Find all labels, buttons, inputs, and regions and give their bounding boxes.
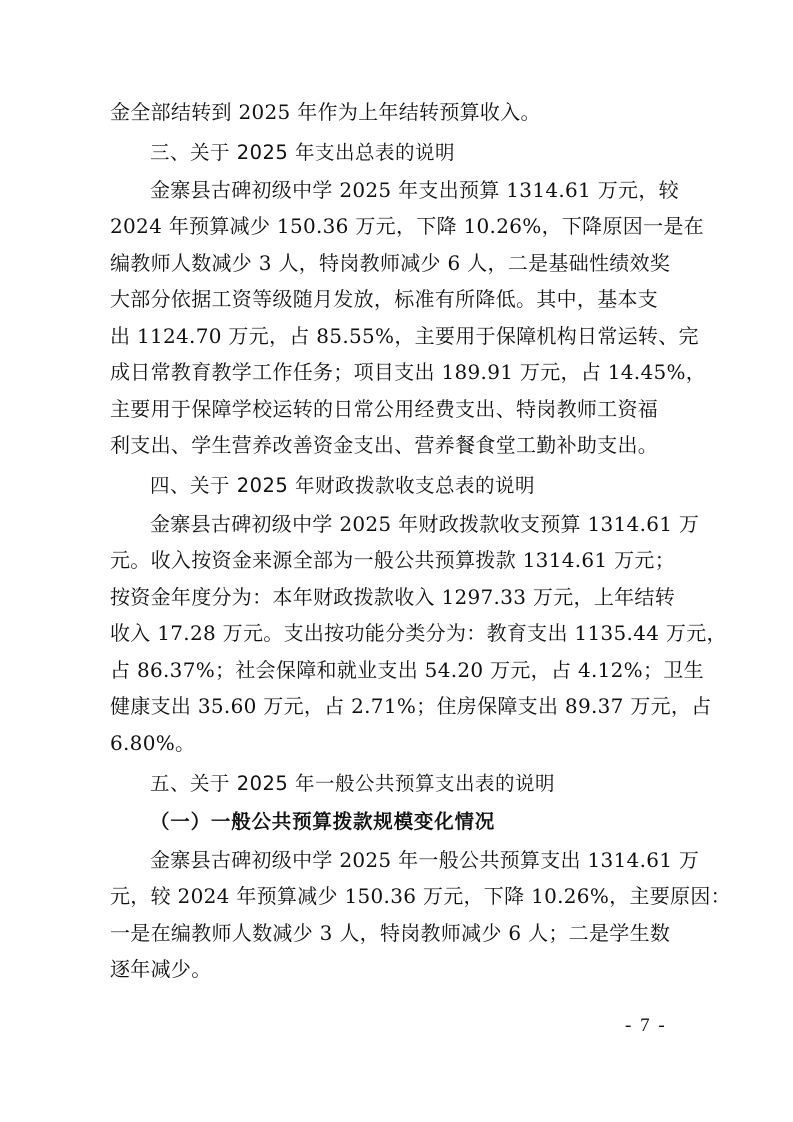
section3-heading: 三、关于 2025 年支出总表的说明 bbox=[150, 141, 456, 164]
section4-paragraph-line: 按资金年度分为：本年财政拨款收入 1297.33 万元，上年结转 bbox=[110, 585, 676, 609]
section3-paragraph-line: 成日常教育教学工作任务；项目支出 189.91 万元，占 14.45%， bbox=[110, 360, 707, 384]
section4-heading: 四、关于 2025 年财政拨款收支总表的说明 bbox=[150, 474, 536, 497]
paragraph-continuation-line: 金全部结转到 2025 年作为上年结转预算收入。 bbox=[110, 100, 541, 124]
section3-paragraph-line: 主要用于保障学校运转的日常公用经费支出、特岗教师工资福 bbox=[110, 397, 659, 421]
section5-subheading: （一）一般公共预算拨款规模变化情况 bbox=[150, 810, 496, 833]
section5-paragraph-line: 金寨县古碑初级中学 2025 年一般公共预算支出 1314.61 万 bbox=[150, 848, 700, 872]
section4-paragraph-line: 金寨县古碑初级中学 2025 年财政拨款收支预算 1314.61 万 bbox=[150, 512, 700, 536]
section4-paragraph-line: 元。收入按资金来源全部为一般公共预算拨款 1314.61 万元； bbox=[110, 548, 676, 572]
section4-paragraph-line: 占 86.37%；社会保障和就业支出 54.20 万元，占 4.12%；卫生 bbox=[110, 658, 704, 682]
section3-paragraph-line: 利支出、学生营养改善资金支出、营养餐食堂工勤补助支出。 bbox=[110, 433, 659, 457]
section5-paragraph-line: 元，较 2024 年预算减少 150.36 万元，下降 10.26%，主要原因： bbox=[110, 884, 731, 908]
section4-paragraph-line: 收入 17.28 万元。支出按功能分类分为：教育支出 1135.44 万元， bbox=[110, 621, 727, 645]
section5-paragraph-line: 逐年减少。 bbox=[110, 957, 212, 981]
section4-paragraph-line: 6.80%。 bbox=[110, 731, 196, 755]
section3-paragraph-line: 金寨县古碑初级中学 2025 年支出预算 1314.61 万元，较 bbox=[150, 178, 679, 202]
section5-heading: 五、关于 2025 年一般公共预算支出表的说明 bbox=[150, 772, 556, 795]
section4-paragraph-line: 健康支出 35.60 万元，占 2.71%；住房保障支出 89.37 万元，占 bbox=[110, 694, 712, 718]
section3-paragraph-line: 2024 年预算减少 150.36 万元，下降 10.26%，下降原因一是在 bbox=[110, 214, 704, 238]
page-number: - 7 - bbox=[625, 1015, 667, 1036]
section3-paragraph-line: 编教师人数减少 3 人，特岗教师减少 6 人，二是基础性绩效奖 bbox=[110, 251, 671, 275]
section3-paragraph-line: 出 1124.70 万元，占 85.55%，主要用于保障机构日常运转、完 bbox=[110, 324, 699, 348]
section5-paragraph-line: 一是在编教师人数减少 3 人，特岗教师减少 6 人；二是学生数 bbox=[110, 921, 671, 945]
section3-paragraph-line: 大部分依据工资等级随月发放，标准有所降低。其中，基本支 bbox=[110, 287, 659, 311]
